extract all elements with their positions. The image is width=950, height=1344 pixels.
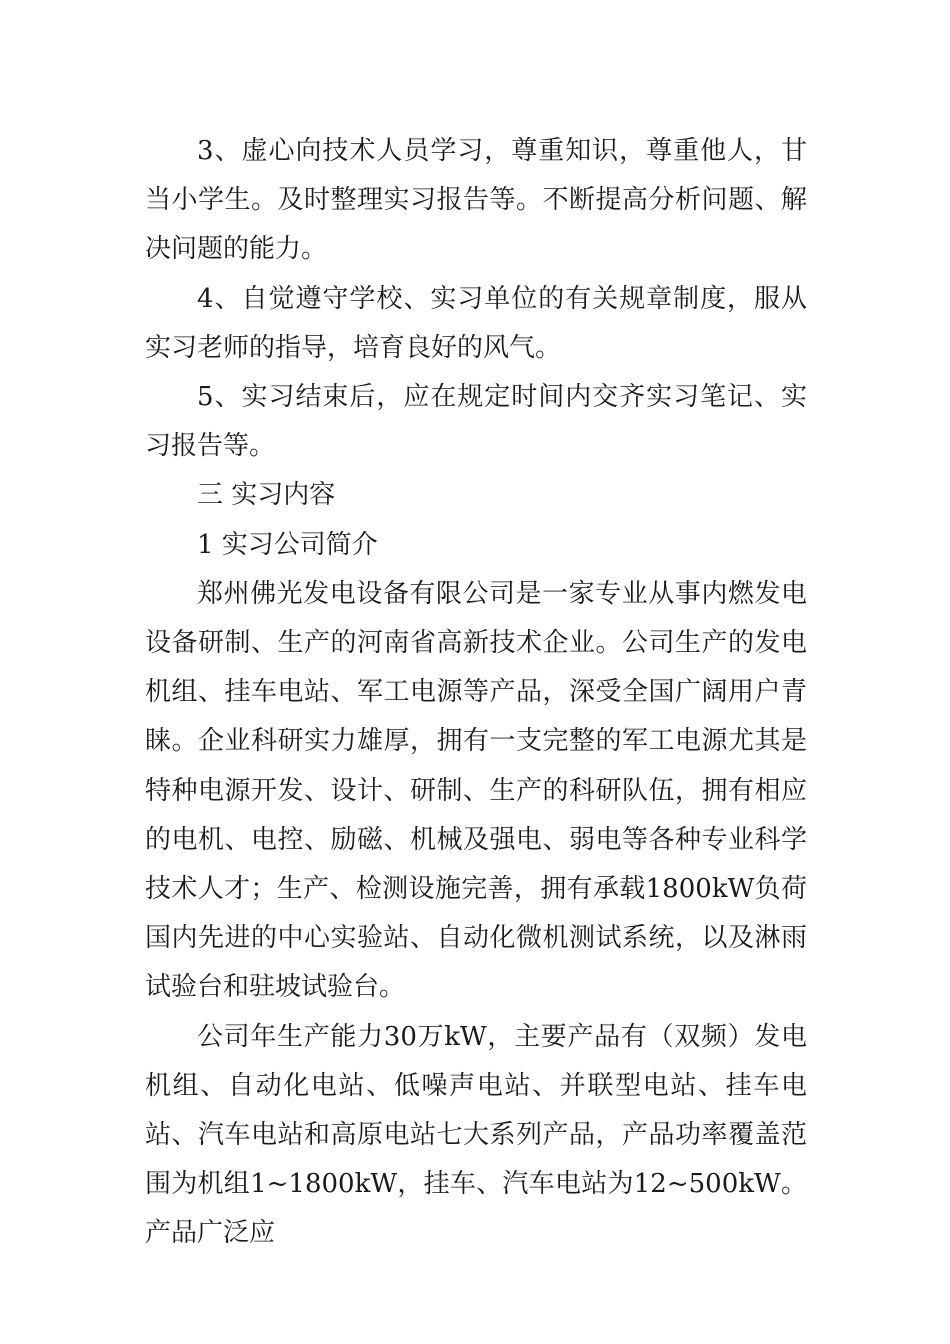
paragraph-item-5: 5、实习结束后，应在规定时间内交齐实习笔记、实习报告等。 bbox=[145, 382, 807, 462]
document-page bbox=[145, 127, 807, 1259]
paragraph-company-intro: 郑州佛光发电设备有限公司是一家专业从事内燃发电设备研制、生产的河南省高新技术企业。公司生产的发电机组、挂车电站、军工电源等产品，深受全国广阔用户青睐。企业科研实力雄厚，拥有一支完整的军工电源尤其是特种电源开发、设计、研制、生产的科研队伍，拥有相应的电机、电控、励磁、机械及强电、弱电等各种专业科学技术人才；生产、检测设施完善，拥有承载1800kW负荷国内先进的中心实验站、自动化微机测试系统，以及淋雨试验台和驻坡试验台。 bbox=[145, 578, 807, 1003]
section-heading-internship-content: 三 实习内容 bbox=[197, 480, 336, 511]
subsection-heading-company-intro: 1 实习公司简介 bbox=[197, 529, 378, 560]
paragraph-item-3: 3、虚心向技术人员学习，尊重知识，尊重他人，甘当小学生。及时整理实习报告等。不断提高分析问题、解决问题的能力。 bbox=[145, 136, 807, 265]
paragraph-company-capacity: 公司年生产能力30万kW，主要产品有（双频）发电机组、自动化电站、低噪声电站、并联型电站、挂车电站、汽车电站和高原电站七大系列产品，产品功率覆盖范围为机组1~1800kW，挂车、汽车电站为12~500kW。产品广泛应 bbox=[145, 1021, 807, 1249]
paragraph-item-4: 4、自觉遵守学校、实习单位的有关规章制度，服从实习老师的指导，培育良好的风气。 bbox=[145, 283, 807, 363]
